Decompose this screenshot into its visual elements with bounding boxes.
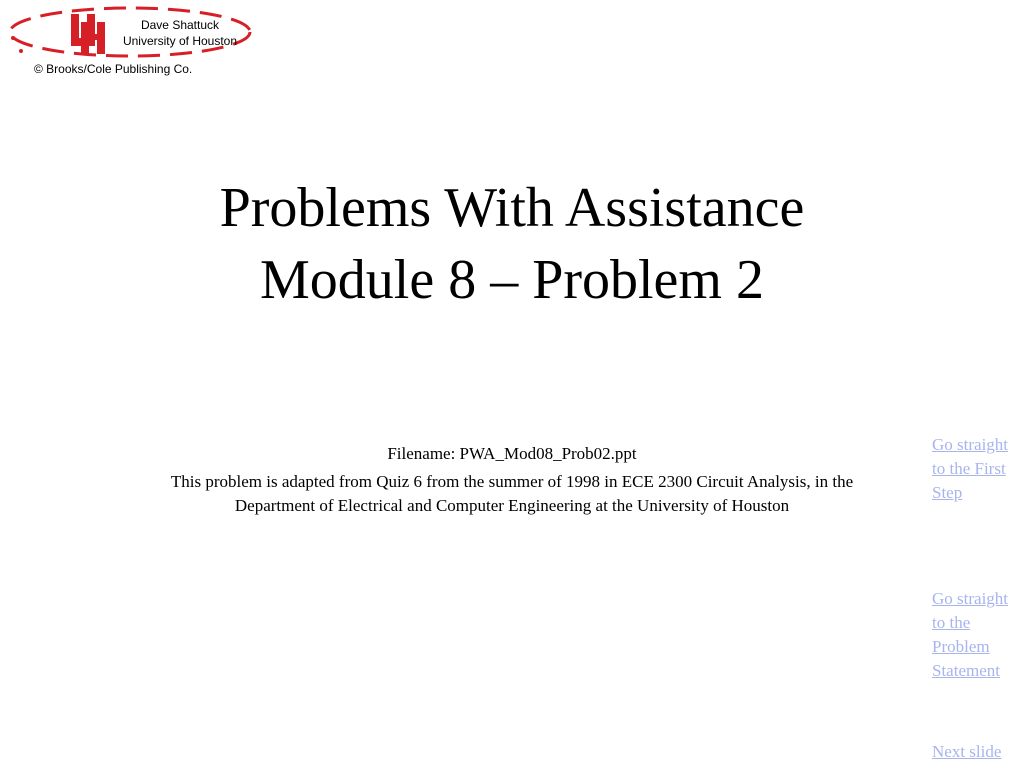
slide-title-line-2: Module 8 – Problem 2 [260,249,764,311]
next-slide-link[interactable]: Next slide [932,742,1002,761]
go-to-problem-statement-link[interactable]: Go straight to the Problem Statement [932,589,1009,680]
copyright-notice: © Brooks/Cole Publishing Co. [34,62,193,76]
author-name: Dave Shattuck [140,18,220,32]
go-to-first-step-link[interactable]: Go straight to the First Step [932,435,1009,502]
header-logo-block [5,4,255,60]
slide-title-line-1: Problems With Assistance [219,177,805,239]
slide-title [0,172,1024,316]
filename-text: Filename: PWA_Mod08_Prob02.ppt [387,444,637,463]
problem-description: This problem is adapted from Quiz 6 from the summer of 1998 in ECE 2300 Circuit Analysis, in the Department of Electrical and Computer Engineering at the University of Houston [170,472,854,515]
university-logo-icon [5,4,255,60]
author-organization: University of Houston [122,34,238,48]
